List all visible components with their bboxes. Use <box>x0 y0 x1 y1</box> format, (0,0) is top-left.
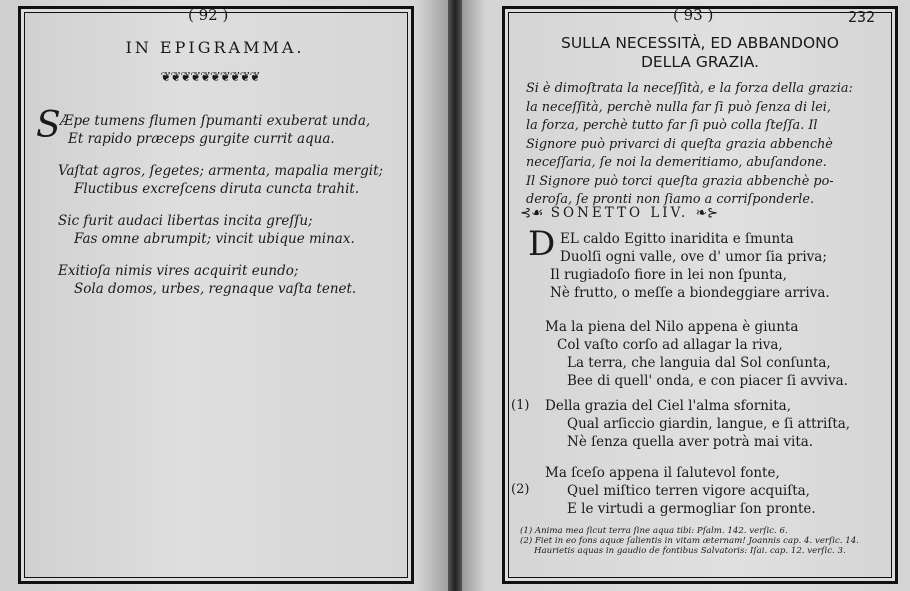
verse-line: Exitioſa nimis vires acquirit eundo; <box>58 263 299 279</box>
verse-line: Col vaſto corſo ad allagar la riva, <box>557 337 783 353</box>
fleuron-right-icon: ❧⊱ <box>695 205 719 221</box>
epigram-stanza-4 <box>58 262 356 298</box>
verse-line: La terra, che languia dal Sol conſunta, <box>567 355 831 371</box>
sonnet-quatrain-1 <box>550 230 830 302</box>
right-page-number: ( 93 ) <box>673 6 714 24</box>
verse-line: E le virtudi a germogliar ſon pronte. <box>567 501 816 517</box>
right-page-title <box>510 34 890 72</box>
left-page-number: ( 92 ) <box>188 6 229 24</box>
sonnet-label: SONETTO LIV. <box>550 205 689 221</box>
verse-line: EL caldo Egitto inaridita e ſmunta <box>560 231 794 247</box>
verse-line: Æpe tumens flumen ſpumanti exuberat unda, <box>60 113 371 129</box>
prose-line: neceſſaria, ſe noi la demeritiamo, abuſandone. <box>526 155 827 170</box>
epigram-stanza-2 <box>58 162 383 198</box>
verse-line: Nè ſenza quella aver potrà mai vita. <box>567 434 814 450</box>
verse-line: Ma ſceſo appena il ſalutevol fonte, <box>545 465 780 481</box>
verse-line: Qual arſiccio giardin, langue, e ſi attriſta, <box>567 416 851 432</box>
verse-line: Et rapido præceps gurgite currit aqua. <box>68 131 335 147</box>
verse-line: Il rugiadoſo fiore in lei non ſpunta, <box>550 267 787 283</box>
sonnet-heading <box>520 205 890 221</box>
verse-line: Vaſtat agros, ſegetes; armenta, mapalia mergit; <box>58 163 384 179</box>
footnote-marker-2: (2) <box>511 482 530 497</box>
left-drop-cap: S <box>36 105 61 146</box>
prose-line: Il Signore può torci queſta grazia abbenchè po- <box>526 173 834 189</box>
prose-line: Si è dimoſtrata la neceſſità, e la forza della grazia: <box>526 81 853 96</box>
verse-line: Fas omne abrumpit; vincit ubique minax. <box>74 231 355 247</box>
verse-line: Bee di quell' onda, e con piacer ſi avviva. <box>567 373 848 389</box>
verse-line: Ma la piena del Nilo appena è giunta <box>545 319 799 335</box>
decorative-ornament-icon: ❦❦❦❦❦❦❦❦❦❦ <box>160 70 260 85</box>
epigram-stanza-3 <box>58 212 355 248</box>
verse-line: Della grazia del Ciel l'alma sfornita, <box>545 398 792 414</box>
sonnet-tercet-1 <box>545 397 850 451</box>
footnote-marker-1: (1) <box>511 398 530 413</box>
verse-line: Duolſi ogni valle, ove d' umor ſia priva; <box>560 249 827 265</box>
folio-number: 232 <box>848 8 876 26</box>
verse-line: Fluctibus excreſcens diruta cuncta trahit. <box>74 181 360 197</box>
footnotes <box>520 526 890 556</box>
prose-line: deroſa, ſe pronti non ſiamo a corriſponderle. <box>526 192 815 207</box>
book-gutter <box>448 0 462 591</box>
verse-line: Nè frutto, o meſſe a biondeggiare arriva. <box>550 285 830 301</box>
fleuron-left-icon: ⊰☙ <box>520 205 544 221</box>
epigram-stanza-1 <box>60 112 370 148</box>
footnote-line: Haurietis aquas in gaudio de fontibus Salvatoris: Iſai. cap. 12. verſic. 3. <box>534 546 846 556</box>
argument-prose <box>526 80 882 210</box>
sonnet-tercet-2 <box>545 464 816 518</box>
title-line: SULLA NECESSITÀ, ED ABBANDONO <box>561 34 839 52</box>
left-page-title: IN EPIGRAMMA. <box>125 38 305 57</box>
footnote-line: (2) Fiet in eo fons aquæ ſalientis in vitam æternam! Joannis cap. 4. verſic. 14. <box>520 536 859 546</box>
title-line: DELLA GRAZIA. <box>640 53 760 71</box>
sonnet-quatrain-2 <box>545 318 848 390</box>
prose-line: Signore può privarci di queſta grazia abbenchè <box>526 136 833 152</box>
verse-line: Quel miſtico terren vigore acquiſta, <box>567 483 810 499</box>
verse-line: Sic furit audaci libertas incita greſſu; <box>58 213 313 229</box>
footnote-line: (1) Anima mea ſicut terra ſine aqua tibi: Pſalm. 142. verſic. 6. <box>520 526 788 536</box>
prose-line: la neceſſità, perchè nulla far ſi può ſenza di lei, <box>526 99 831 115</box>
prose-line: la forza, perchè tutto far ſi può colla ſteſſa. Il <box>526 118 818 133</box>
verse-line: Sola domos, urbes, regnaque vaſta tenet. <box>74 281 357 297</box>
right-drop-cap: D <box>528 224 556 264</box>
